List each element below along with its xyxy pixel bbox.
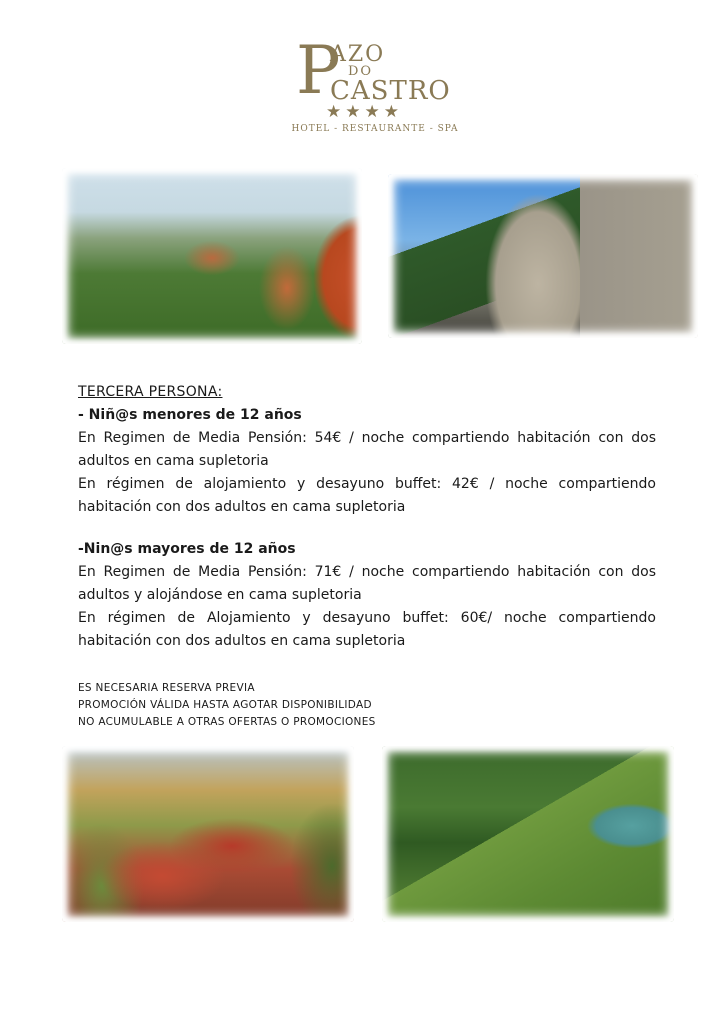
section-heading: TERCERA PERSONA: (78, 384, 223, 400)
under-12-half-board: En Regimen de Media Pensión: 54€ / noche compartiendo habitación con dos adultos en cama supletoria (78, 430, 656, 469)
under-12-bed-breakfast: En régimen de alojamiento y desayuno buffet: 42€ / noche compartiendo habitación con dos adultos en cama supletoria (78, 476, 656, 515)
note-not-cumulative: NO ACUMULABLE A OTRAS OFERTAS O PROMOCIONES (78, 716, 376, 728)
photo-red-mountains (62, 168, 362, 344)
note-reservation: ES NECESARIA RESERVA PREVIA (78, 682, 255, 694)
over-12-half-board: En Regimen de Media Pensión: 71€ / noche compartiendo habitación con dos adultos y alojándose en cama supletoria (78, 564, 656, 603)
over-12-bed-breakfast: En régimen de Alojamiento y desayuno buffet: 60€/ noche compartiendo habitación con dos adultos en cama supletoria (78, 610, 656, 649)
photo-autumn-vineyard (62, 746, 354, 922)
logo-word-pazo: AZO (330, 42, 386, 67)
conditions-notes (78, 680, 376, 731)
logo-initial: P (296, 32, 341, 109)
hotel-logo (290, 32, 460, 138)
logo-stars: ★★★★ (326, 102, 403, 122)
under-12-title: - Niñ@s menores de 12 años (78, 407, 302, 423)
logo-word-castro: CASTRO (330, 76, 451, 106)
photo-monastery (388, 174, 698, 338)
photo-river-terraces (382, 746, 674, 922)
note-availability: PROMOCIÓN VÁLIDA HASTA AGOTAR DISPONIBILIDAD (78, 699, 372, 711)
logo-word-do: DO (348, 64, 374, 79)
logo-tagline: HOTEL - RESTAURANTE - SPA (291, 124, 459, 134)
over-12-title: -Nin@s mayores de 12 años (78, 541, 296, 557)
